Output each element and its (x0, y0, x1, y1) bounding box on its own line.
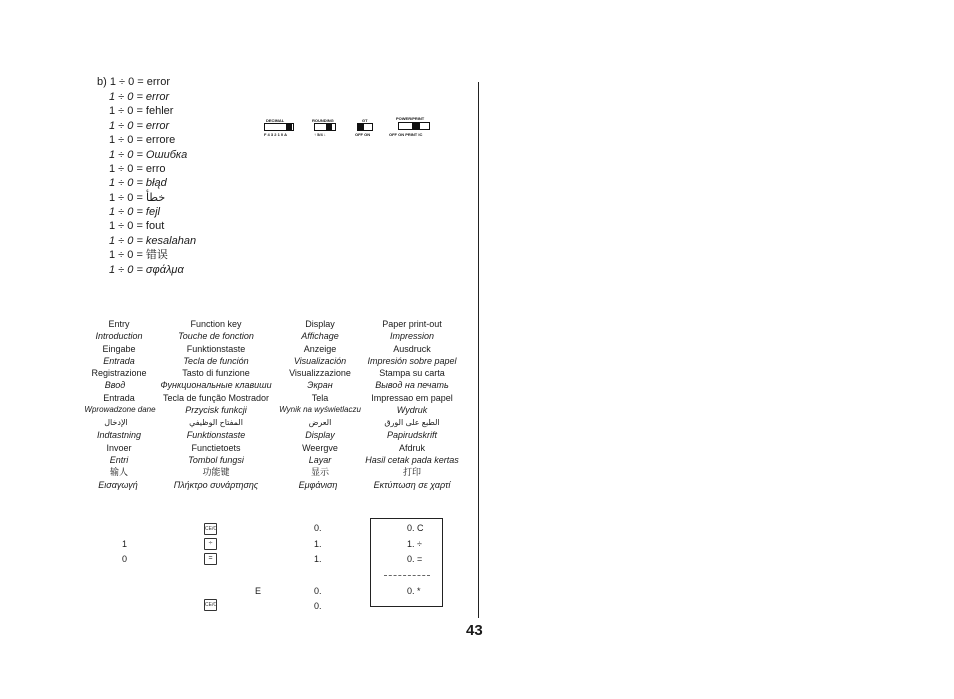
legend-paper: Afdruk (398, 443, 426, 453)
legend-paper: الطبع على الورق (384, 418, 440, 427)
legend-display: Экран (307, 380, 333, 390)
switch-knob[interactable] (326, 123, 332, 131)
error-line: 1 ÷ 0 = błąd (109, 177, 167, 189)
error-line: 1 ÷ 0 = fehler (109, 105, 174, 117)
legend-function-key: Function key (190, 319, 242, 329)
paper-line: 1. ÷ (407, 539, 422, 549)
error-line: 1 ÷ 0 = Ошибка (109, 149, 188, 161)
legend-function-key: Functietoets (191, 443, 241, 453)
example-entry: 1 (122, 539, 128, 549)
error-line: خطأ = 0 ÷ 1 (109, 192, 166, 204)
clear-key-icon: CE/C (204, 599, 217, 611)
switch-scale: OFF ON PRINT IC (389, 132, 423, 137)
error-line: 1 ÷ 0 = error (109, 120, 170, 132)
legend-entry: Εισαγωγή (98, 480, 138, 490)
legend-entry: Entrada (103, 356, 135, 366)
switch-track (314, 123, 336, 131)
legend-display: 显示 (310, 467, 330, 477)
legend-entry: Indtastning (96, 430, 142, 440)
legend-entry: Introduction (95, 331, 143, 341)
legend-paper: Paper print-out (382, 319, 442, 329)
example-display: 1. (314, 539, 322, 549)
legend-function-key: Tecla de função Mostrador (162, 393, 270, 403)
legend-function-key: Tasto di funzione (182, 368, 250, 378)
legend-function-key: Funktionstaste (186, 430, 246, 440)
paper-separator (384, 575, 430, 576)
legend-function-key: Tecla de función (183, 356, 249, 366)
page-number: 43 (466, 622, 483, 639)
error-line: 1 ÷ 0 = fejl (109, 206, 160, 218)
legend-paper: Papirudskrift (386, 430, 438, 440)
legend-function-key: Πλήκτρο συνάρτησης (173, 480, 259, 490)
legend-function-key: Функциональные клавиши (160, 380, 272, 390)
error-line: 1 ÷ 0 = errore (109, 134, 176, 146)
error-line: 1 ÷ 0 = σφάλμα (109, 264, 184, 276)
paper-line: 0. * (407, 586, 421, 596)
legend-function-key: Touche de fonction (178, 331, 254, 341)
error-line: 1 ÷ 0 = 错误 (109, 249, 168, 261)
legend-paper: Impressao em papel (371, 393, 453, 403)
error-line: 1 ÷ 0 = fout (109, 220, 165, 232)
legend-function-key: المفتاح الوظيفي (189, 418, 243, 427)
clear-key-icon: CE/C (204, 523, 217, 535)
paper-line: 0. = (407, 554, 423, 564)
legend-entry: Invoer (106, 443, 132, 453)
legend-display: Weergve (302, 443, 338, 453)
switch-knob[interactable] (358, 123, 364, 131)
legend-entry: Registrazione (91, 368, 147, 378)
legend-display: Affichage (301, 331, 339, 341)
legend-paper: Ausdruck (393, 344, 431, 354)
error-line: 1 ÷ 0 = kesalahan (109, 235, 197, 247)
legend-paper: Hasil cetak pada kertas (365, 455, 459, 465)
switch-label: ROUNDING (312, 118, 334, 123)
example-display: 0. (314, 601, 322, 611)
legend-function-key: 功能键 (202, 467, 230, 477)
legend-paper: Вывод на печать (375, 380, 449, 390)
legend-display: Εμφάνιση (298, 480, 338, 490)
legend-display: العرض (308, 418, 332, 427)
error-line: 1 ÷ 0 = error (109, 91, 170, 103)
error-line: 1 ÷ 0 = erro (109, 163, 166, 175)
legend-paper: Impression (389, 331, 435, 341)
legend-entry: Eingabe (102, 344, 136, 354)
legend-entry: Entrada (103, 393, 135, 403)
switch-label: DECIMAL (266, 118, 285, 123)
legend-function-key: Tombol fungsi (188, 455, 244, 465)
legend-display: Anzeige (303, 344, 337, 354)
legend-entry: 输人 (109, 467, 129, 477)
example-entry: E (255, 586, 262, 596)
equals-key-icon: = (204, 553, 217, 565)
legend-display: Visualización (293, 356, 347, 366)
example-display: 0. (314, 586, 322, 596)
paper-line: 0. C (407, 523, 424, 533)
error-line: b) 1 ÷ 0 = error (97, 76, 170, 88)
legend-entry: Entry (108, 319, 130, 329)
switch-scale: OFF ON (355, 132, 371, 137)
example-display: 0. (314, 523, 322, 533)
legend-entry: الإدخال (104, 418, 128, 427)
legend-paper: Stampa su carta (379, 368, 445, 378)
column-divider (478, 82, 479, 618)
switch-scale: ↑ 5/4 ↓ (314, 132, 326, 137)
example-display: 1. (314, 554, 322, 564)
legend-display: Wynik na wyświetlaczu (279, 405, 361, 414)
switch-knob[interactable] (412, 122, 420, 130)
legend-display: Tela (311, 393, 329, 403)
legend-entry: Wprowadzone dane (84, 405, 156, 414)
legend-paper: Impresión sobre papel (367, 356, 457, 366)
legend-display: Display (305, 319, 335, 329)
legend-paper: 打印 (402, 467, 422, 477)
legend-paper: Εκτύπωση σε χαρτί (373, 480, 451, 490)
legend-display: Display (305, 430, 335, 440)
switch-label: GT (362, 118, 368, 123)
switch-knob[interactable] (286, 123, 292, 131)
legend-entry: Entri (109, 455, 129, 465)
legend-entry: Ввод (104, 380, 126, 390)
legend-paper: Wydruk (396, 405, 428, 415)
legend-function-key: Funktionstaste (186, 344, 246, 354)
switch-label: POWER/PRINT (396, 116, 425, 121)
example-entry: 0 (122, 554, 128, 564)
switch-scale: F 4 3 2 1 0 A (264, 132, 287, 137)
legend-display: Layar (308, 455, 332, 465)
legend-display: Visualizzazione (289, 368, 351, 378)
legend-function-key: Przycisk funkcji (185, 405, 247, 415)
divide-key-icon: ÷ (204, 538, 217, 550)
